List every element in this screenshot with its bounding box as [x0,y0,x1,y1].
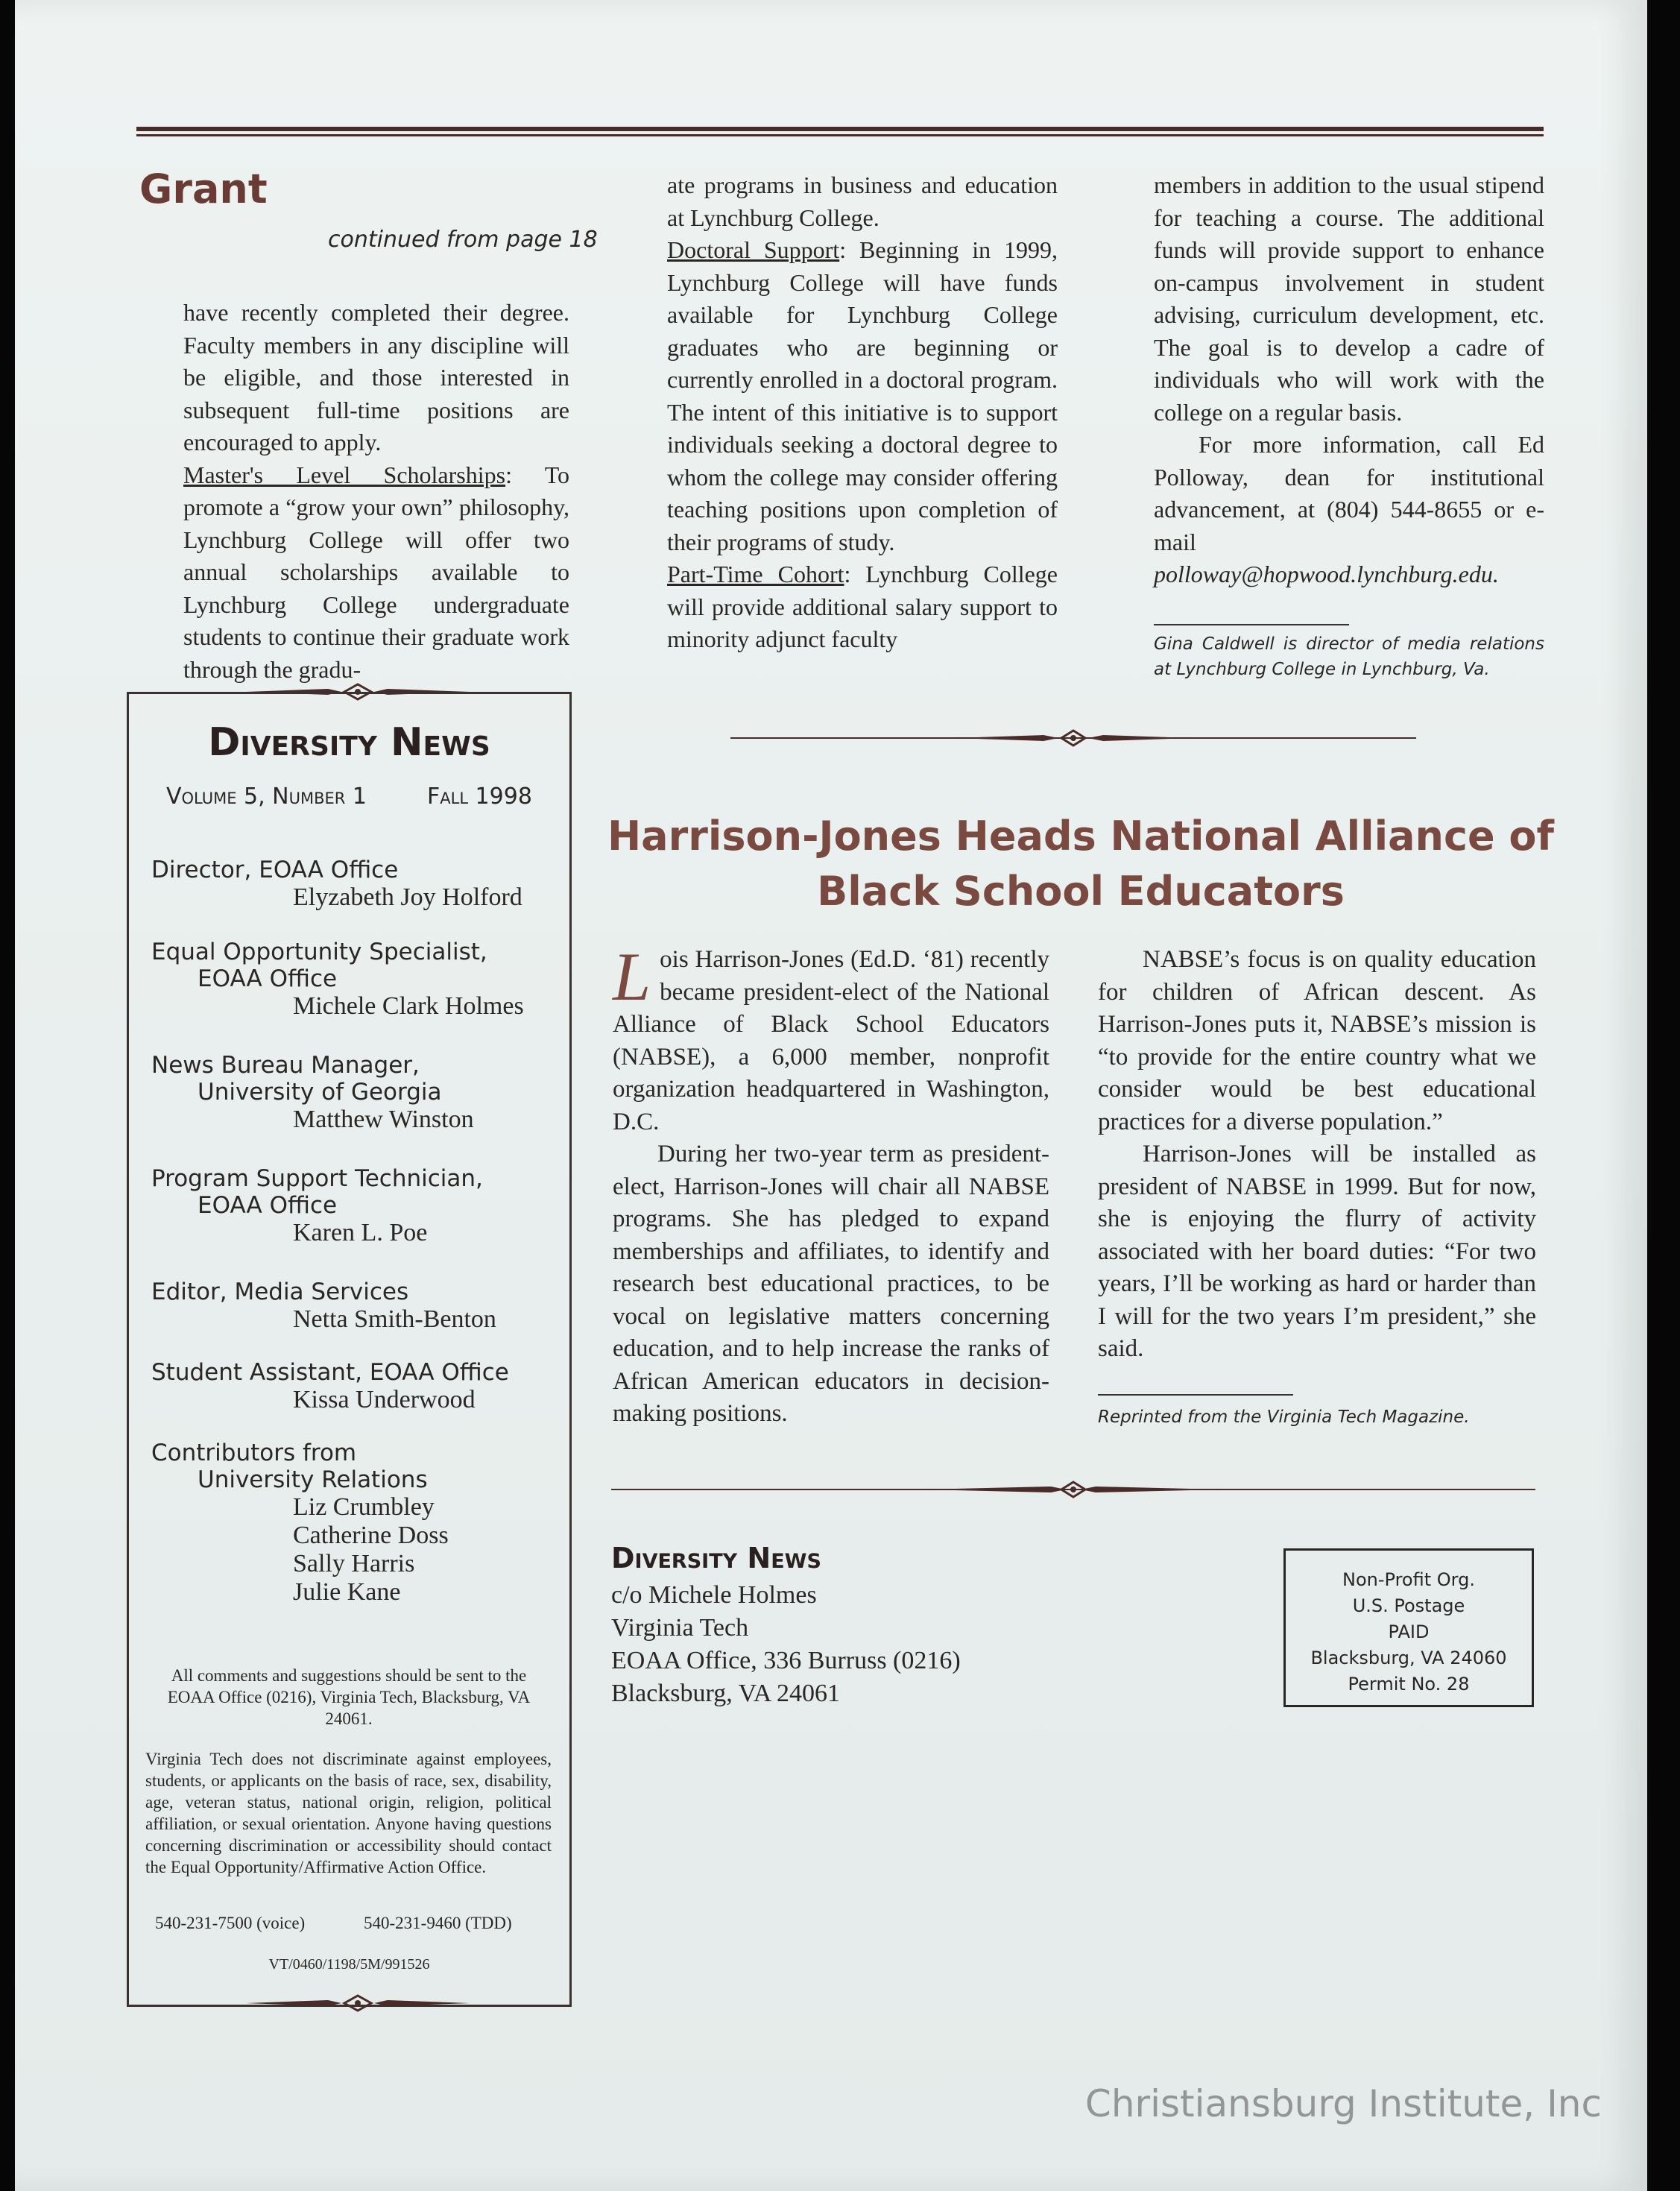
print-code: VT/0460/1198/5M/991526 [268,1956,430,1973]
ornament-divider-article [730,727,1416,749]
postage-indicia [1283,1548,1534,1707]
mailing-address [611,1579,961,1710]
season-label: Fall 1998 [427,784,532,810]
staff-entry [151,1165,561,1279]
article-paragraph: During her two-year term as president-elect, Harrison-Jones will chair all NABSE programs. She has pledged to expand memberships and affiliates, to identify and research best educational practices, to be vocal on legislative matters concerning education, and to help increase the ranks of African American educators in decision-making positions. [613,1141,1049,1427]
staff-name: Karen L. Poe [293,1219,428,1246]
author-footnote: Gina Caldwell is director of media relations at Lynchburg College in Lynchburg, Va. [1154,634,1544,679]
staff-role: Editor, Media Services [151,1279,409,1305]
indicia-line: Permit No. 28 [1348,1674,1470,1695]
staff-role-line2: EOAA Office [198,965,338,992]
grant-col2-p0: ate programs in business and education at Lynchburg College. [667,171,1058,231]
reprint-footnote: Reprinted from the Virginia Tech Magazine. [1098,1407,1470,1427]
indicia-line: U.S. Postage [1352,1595,1465,1616]
comments-note: All comments and suggestions should be sent to the EOAA Office (0216), Virginia Tech, Blacksburg, VA 24061. [167,1666,531,1728]
grant-col2-doctoral [667,234,1058,558]
volume-label: Volume 5, Number 1 [166,784,367,810]
watermark: Christiansburg Institute, Inc [1084,2082,1602,2125]
staff-role: Program Support Technician, [151,1165,483,1192]
staff-role-line2: University of Georgia [198,1079,442,1106]
footnote-rule [1154,624,1349,625]
staff-role-line2: University Relations [198,1466,428,1493]
staff-entry [151,1359,561,1440]
masters-text: : To promote a “grow your own” philosophy, Lynchburg College will offer two annual scholarships available to Lynchburg College undergraduate students to continue their graduate work through the gradu- [183,461,570,683]
footnote-rule [1098,1394,1293,1396]
doctoral-text: : Beginning in 1999, Lynchburg College will have funds available for Lynchburg College graduates who are beginning or currently enrolled in a doctoral program. The intent of this initiative is to support individuals seeking a doctoral degree to whom the college may consider offering teaching positions upon completion of their programs of study. [667,236,1058,555]
doctoral-label: Doctoral Support [667,236,840,263]
continued-note: continued from page 18 [328,227,598,253]
masthead-title: Diversity News [208,720,490,765]
grant-col3-p1 [1154,429,1544,591]
grant-col1-paragraph: have recently completed their degree. Faculty members in any discipline will be eligible, and those interested in subsequent full-time positions are encouraged to apply. [183,299,569,455]
staff-role: Equal Opportunity Specialist, [151,939,487,965]
staff-role: Student Assistant, EOAA Office [151,1359,509,1386]
staff-name: Sally Harris [293,1550,415,1577]
article-lead-paragraph [613,939,1049,1138]
top-rule [136,127,1544,139]
parttime-text: : Lynchburg College will provide additional salary support to minority adjunct faculty [667,561,1058,652]
staff-entry [151,1440,561,1607]
staff-role: Director, EOAA Office [151,857,399,883]
staff-name: Catherine Doss [293,1522,449,1549]
nondiscrimination-policy: Virginia Tech does not discriminate against employees, students, or applicants on the basis of race, sex, disability, age, veteran status, national origin, religion, political affiliation, or sexual orientation. Anyone having questions concerning discrimination or accessibility should contact the Equal Opportunity/Affirmative Action Office. [145,1750,552,1876]
grant-heading: Grant [139,165,268,212]
grant-column-1 [183,297,569,686]
contact-text: For more information, call Ed Polloway, dean for institutional advancement, at (804) 544-8655 or e-mail [1154,431,1544,555]
indicia-line: Non-Profit Org. [1342,1569,1475,1590]
staff-list [151,857,561,1607]
staff-entry [151,1279,561,1359]
ornament-divider-mailing [611,1478,1535,1501]
phone-voice: 540-231-7500 (voice) [155,1914,306,1932]
indicia-line: PAID [1388,1621,1430,1642]
phone-tdd: 540-231-9460 (TDD) [364,1914,512,1932]
address-line: EOAA Office, 336 Burruss (0216) [611,1647,961,1674]
staff-name: Julie Kane [293,1578,401,1606]
article-paragraph: NABSE’s focus is on quality education for children of African descent. As Harrison-Jones puts it, NABSE’s mission is “to provide for the entire country what we consider would be best educational practices for a diverse population.” [1098,946,1536,1135]
address-line: Blacksburg, VA 24061 [611,1680,840,1707]
contact-email[interactable]: polloway@hopwood.lynchburg.edu. [1154,561,1499,587]
staff-name: Matthew Winston [293,1106,474,1133]
article-column-2 [1098,944,1536,1430]
address-line: c/o Michele Holmes [611,1581,817,1609]
staff-role: News Bureau Manager, [151,1052,420,1079]
article-headline: Harrison-Jones Heads National Alliance of Black School Educators [607,813,1555,915]
article-lead-text: ois Harrison-Jones (Ed.D. ‘81) recently became president-elect of the National Alliance of Black School Educators (NABSE), a 6,000 member, nonprofit organization headquartered in Washington, D.C. [613,946,1049,1135]
drop-cap: L [613,939,651,1015]
grant-column-2 [667,169,1058,656]
staff-name: Liz Crumbley [293,1493,435,1521]
article-paragraph: Harrison-Jones will be installed as president of NABSE in 1999. But for now, she is enjoying the flurry of activity associated with her board duties: “For two years, I’ll be working as hard or harder than I will for the two years I’m president,” she said. [1098,1141,1536,1362]
staff-role-line2: EOAA Office [198,1192,338,1219]
staff-entry [151,939,561,1052]
masters-label: Master's Level Scholarships [183,461,506,488]
article-column-1 [613,939,1049,1431]
address-line: Virginia Tech [611,1614,749,1642]
staff-name: Elyzabeth Joy Holford [293,883,522,911]
ornament-divider-bottom [246,1991,470,2015]
grant-col3-p0: members in addition to the usual stipend for teaching a course. The additional funds will provide support to enhance on-campus involvement in student advising, curriculum development, etc. The goal is to develop a cadre of individuals who will work with the college on a regular basis. [1154,171,1544,426]
mailing-title: Diversity News [611,1542,821,1574]
grant-col2-parttime [667,558,1058,656]
staff-entry [151,1052,561,1165]
staff-name: Kissa Underwood [293,1386,476,1413]
grant-column-3 [1154,169,1544,682]
staff-entry [151,857,561,939]
masthead-box [127,692,572,2007]
grant-col1-masters [183,459,569,687]
staff-name: Netta Smith-Benton [293,1305,496,1333]
parttime-label: Part-Time Cohort [667,561,844,587]
staff-role: Contributors from [151,1440,357,1466]
indicia-line: Blacksburg, VA 24060 [1310,1648,1507,1668]
staff-name: Michele Clark Holmes [293,992,524,1020]
